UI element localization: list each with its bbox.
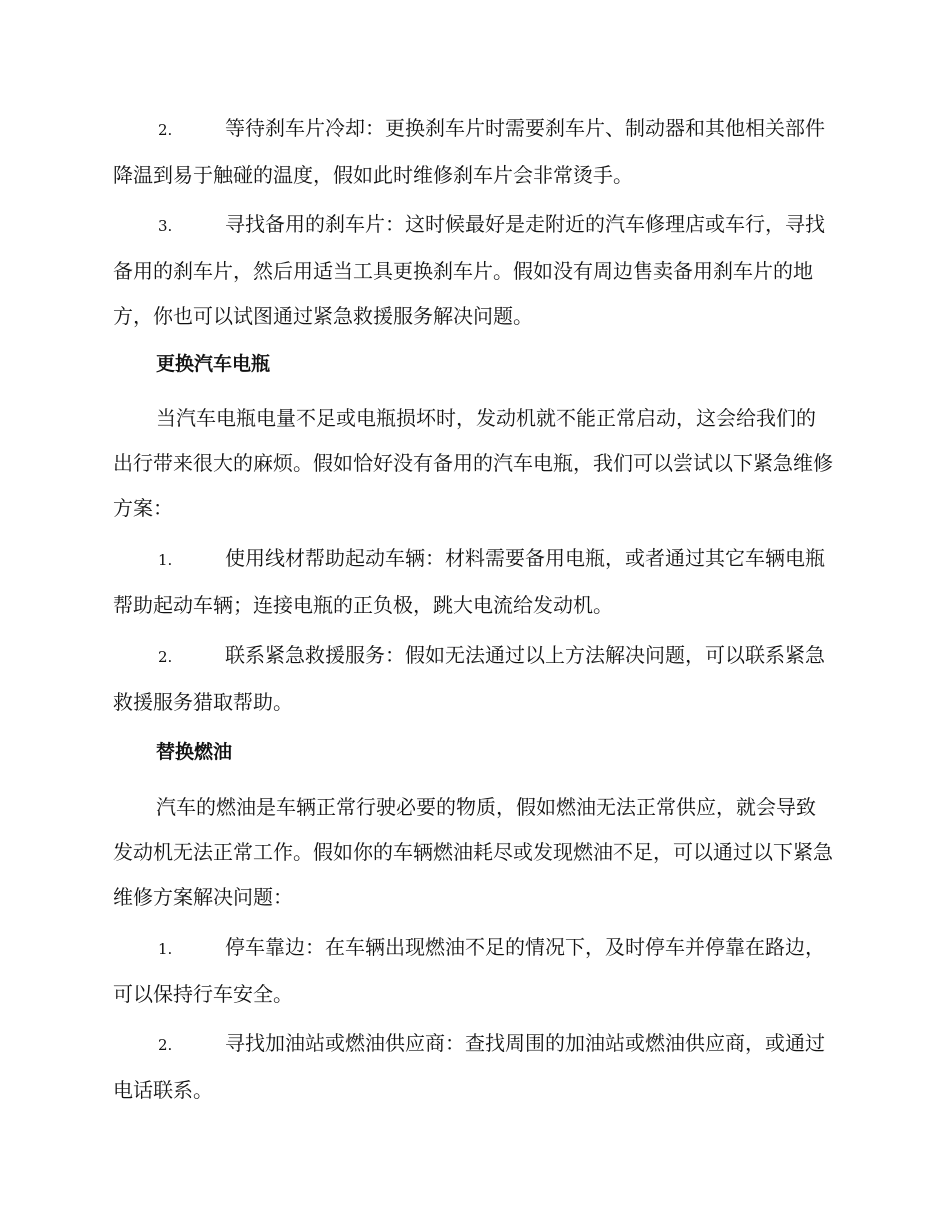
list-number: 2. <box>158 648 173 666</box>
list-text: 寻找备用的刹车片：这时候最好是走附近的汽车修理店或车行，寻找备用的刹车片，然后用适当工具更换刹车片。假如没有周边售卖备用刹车片的地方，你也可以试图通过紧急救援服务解决问题。 <box>113 212 825 328</box>
list-item <box>113 106 835 198</box>
list-number: 1. <box>158 551 173 569</box>
list-item <box>113 1021 835 1113</box>
list-item <box>113 925 835 1017</box>
list-item <box>113 202 835 339</box>
list-item <box>113 536 835 628</box>
list-item <box>113 633 835 725</box>
list-text: 停车靠边：在车辆出现燃油不足的情况下，及时停车并停靠在路边，可以保持行车安全。 <box>113 935 825 1006</box>
list-number: 2. <box>158 121 173 139</box>
paragraph-fuel: 汽车的燃油是车辆正常行驶必要的物质，假如燃油无法正常供应，就会导致发动机无法正常工作。假如你的车辆燃油耗尽或发现燃油不足，可以通过以下紧急维修方案解决问题： <box>113 795 833 909</box>
list-text: 寻找加油站或燃油供应商：查找周围的加油站或燃油供应商，或通过电话联系。 <box>113 1031 825 1102</box>
paragraph-battery: 当汽车电瓶电量不足或电瓶损坏时，发动机就不能正常启动，这会给我们的出行带来很大的麻烦。假如恰好没有备用的汽车电瓶，我们可以尝试以下紧急维修方案： <box>113 406 833 520</box>
list-text: 等待刹车片冷却：更换刹车片时需要刹车片、制动器和其他相关部件降温到易于触碰的温度，假如此时维修刹车片会非常烫手。 <box>113 116 825 187</box>
list-number: 3. <box>158 217 173 235</box>
list-number: 1. <box>158 940 173 958</box>
section-heading-fuel: 替换燃油 <box>156 741 233 763</box>
list-number: 2. <box>158 1036 173 1054</box>
list-text: 联系紧急救援服务：假如无法通过以上方法解决问题，可以联系紧急救援服务猎取帮助。 <box>113 643 825 714</box>
list-text: 使用线材帮助起动车辆：材料需要备用电瓶，或者通过其它车辆电瓶帮助起动车辆；连接电瓶的正负极，跳大电流给发动机。 <box>113 546 825 617</box>
section-heading-battery: 更换汽车电瓶 <box>156 353 271 375</box>
